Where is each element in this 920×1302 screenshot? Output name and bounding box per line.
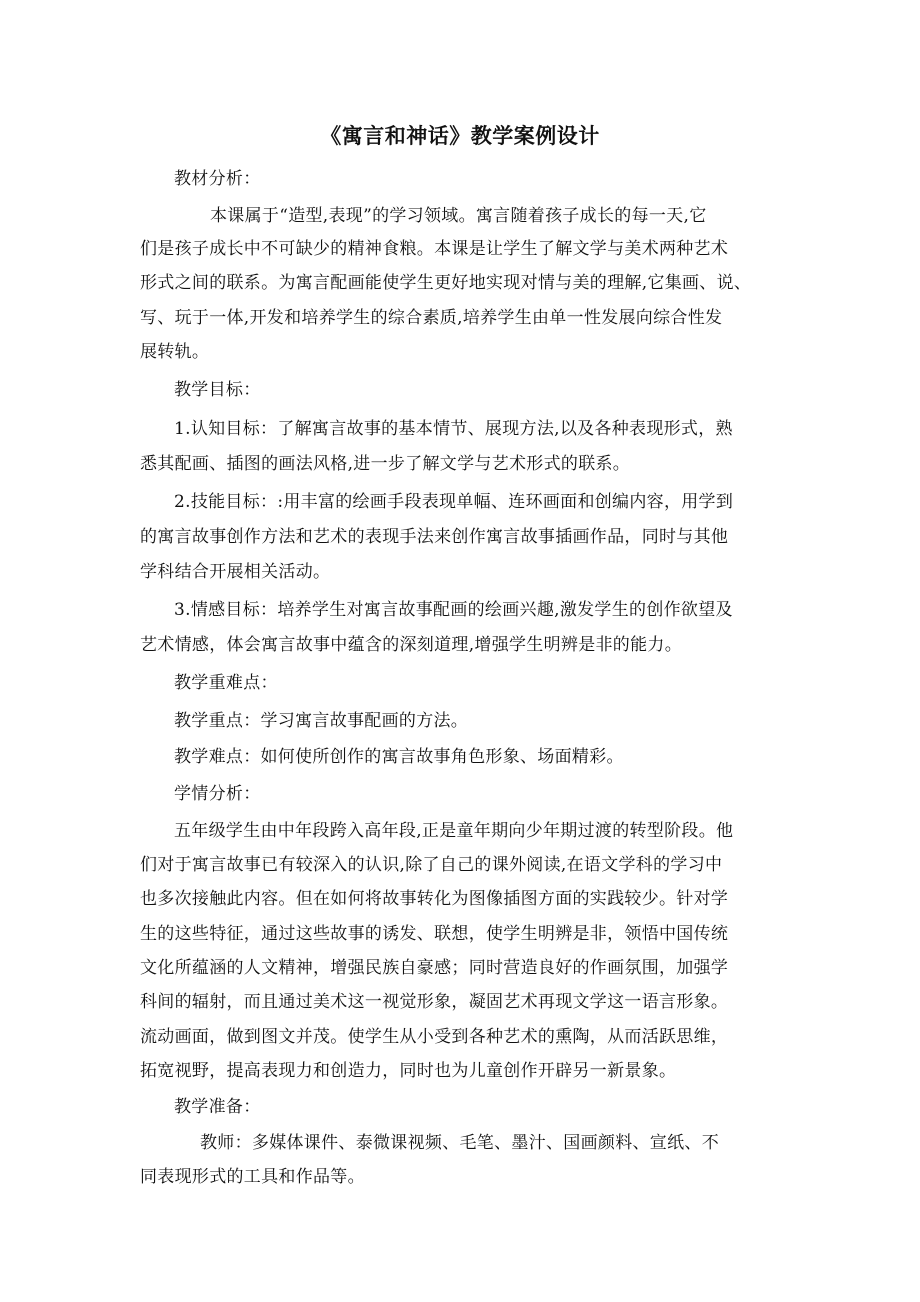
paragraph-line: 流动画面，做到图文并茂。使学生从小受到各种艺术的熏陶，从而活跃思维， xyxy=(140,1027,729,1047)
paragraph-line: 五年级学生由中年段跨入高年段,正是童年期向少年期过渡的转型阶段。他 xyxy=(174,821,734,841)
paragraph-line: 教师：多媒体课件、泰微课视频、毛笔、墨汁、国画颜料、宣纸、不 xyxy=(200,1133,719,1153)
paragraph-line: 3.情感目标：培养学生对寓言故事配画的绘画兴趣,激发学生的创作欲望及 xyxy=(174,600,733,620)
paragraph-line: 们是孩子成长中不可缺少的精神食粮。本课是让学生了解文学与美术两种艺术 xyxy=(140,239,729,259)
paragraph-line: 学科结合开展相关活动。 xyxy=(140,562,331,582)
paragraph-line: 形式之间的联系。为寓言配画能使学生更好地实现对情与美的理解,它集画、说、 xyxy=(140,273,752,293)
paragraph-line: 的寓言故事创作方法和艺术的表现手法来创作寓言故事插画作品，同时与其他 xyxy=(140,527,729,547)
paragraph-line: 文化所蕴涵的人文精神，增强民族自豪感；同时营造良好的作画氛围，加强学 xyxy=(140,958,729,978)
paragraph-line: 本课属于“造型,表现”的学习领域。寓言随着孩子成长的每一天,它 xyxy=(210,206,707,226)
paragraph-line: 生的这些特征，通过这些故事的诱发、联想，使学生明辨是非，领悟中国传统 xyxy=(140,924,729,944)
heading-material-analysis: 教材分析： xyxy=(174,169,261,189)
paragraph-line: 同表现形式的工具和作品等。 xyxy=(140,1167,365,1187)
paragraph-line: 教学难点：如何使所创作的寓言故事角色形象、场面精彩。 xyxy=(174,747,624,767)
paragraph-line: 艺术情感，体会寓言故事中蕴含的深刻道理,增强学生明辨是非的能力。 xyxy=(140,635,683,655)
paragraph-line: 写、玩于一体,开发和培养学生的综合素质,培养学生由单一性发展向综合性发 xyxy=(140,308,723,328)
document-title: 《寓言和神话》教学案例设计 xyxy=(320,123,600,148)
heading-teaching-preparation: 教学准备： xyxy=(174,1097,261,1117)
heading-learner-analysis: 学情分析： xyxy=(174,784,261,804)
paragraph-line: 拓宽视野，提高表现力和创造力，同时也为儿童创作开辟另一新景象。 xyxy=(140,1061,677,1081)
paragraph-line: 悉其配画、插图的画法风格,进一步了解文学与艺术形式的联系。 xyxy=(140,454,631,474)
paragraph-line: 也多次接触此内容。但在如何将故事转化为图像插图方面的实践较少。针对学 xyxy=(140,889,729,909)
paragraph-line: 2.技能目标：:用丰富的绘画手段表现单幅、连环画面和创编内容，用学到 xyxy=(174,492,734,512)
paragraph-line: 们对于寓言故事已有较深入的认识,除了自己的课外阅读,在语文学科的学习中 xyxy=(140,855,723,875)
paragraph-line: 展转轨。 xyxy=(140,342,210,362)
heading-key-points: 教学重难点： xyxy=(174,673,278,693)
paragraph-line: 1.认知目标：了解寓言故事的基本情节、展现方法,以及各种表现形式，熟 xyxy=(174,419,733,439)
paragraph-line: 教学重点：学习寓言故事配画的方法。 xyxy=(174,711,469,731)
heading-teaching-goals: 教学目标： xyxy=(174,380,261,400)
paragraph-line: 科间的辐射，而且通过美术这一视觉形象，凝固艺术再现文学这一语言形象。 xyxy=(140,992,729,1012)
